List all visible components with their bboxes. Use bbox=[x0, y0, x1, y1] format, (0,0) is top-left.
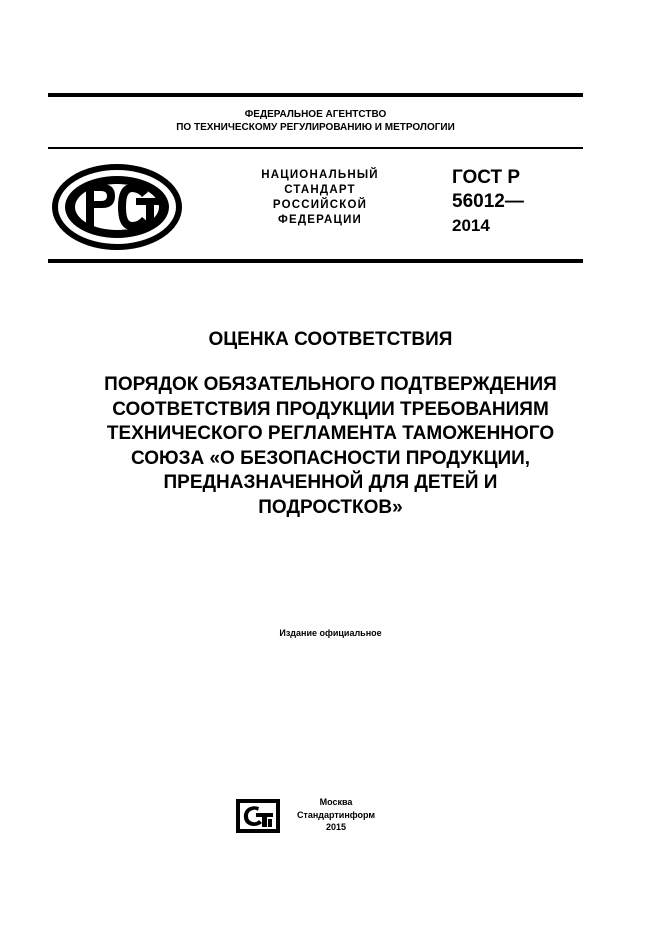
document-subtitle bbox=[40, 373, 621, 521]
standard-type-line: ФЕДЕРАЦИИ bbox=[277, 214, 363, 226]
publisher-year: 2015 bbox=[325, 822, 347, 832]
standartinform-logo-icon bbox=[235, 798, 281, 834]
subtitle-line: ТЕХНИЧЕСКОГО РЕГЛАМЕНТА ТАМОЖЕННОГО bbox=[106, 423, 555, 445]
subtitle-line: СОЮЗА «О БЕЗОПАСНОСТИ ПРОДУКЦИИ, bbox=[130, 447, 531, 469]
standard-number-code: 56012— bbox=[452, 191, 524, 212]
subtitle-line: ПОРЯДОК ОБЯЗАТЕЛЬНОГО ПОДТВЕРЖДЕНИЯ bbox=[104, 374, 557, 395]
publisher-name: Стандартинформ bbox=[296, 809, 376, 820]
middle-rule bbox=[48, 147, 583, 149]
standard-type-line: НАЦИОНАЛЬНЫЙ bbox=[261, 169, 379, 181]
standard-number-prefix: ГОСТ Р bbox=[452, 167, 521, 188]
subtitle-line: ПОДРОСТКОВ» bbox=[258, 496, 403, 518]
subtitle-line: СООТВЕТСТВИЯ ПРОДУКЦИИ ТРЕБОВАНИЯМ bbox=[112, 398, 549, 420]
publisher-info bbox=[286, 796, 386, 834]
agency-line: ПО ТЕХНИЧЕСКОМУ РЕГУЛИРОВАНИЮ И МЕТРОЛОГИИ bbox=[176, 122, 455, 133]
subtitle-line: ПРЕДНАЗНАЧЕННОЙ ДЛЯ ДЕТЕЙ И bbox=[163, 472, 498, 494]
publisher-city: Москва bbox=[319, 797, 353, 807]
document-title: ОЦЕНКА СООТВЕТСТВИЯ bbox=[208, 329, 453, 350]
edition-note: Издание официальное bbox=[279, 628, 382, 638]
standard-number bbox=[452, 166, 582, 238]
gost-r-logo-icon bbox=[52, 164, 182, 250]
agency-line: ФЕДЕРАЛЬНОЕ АГЕНТСТВО bbox=[244, 109, 387, 120]
agency-header bbox=[48, 108, 583, 134]
standard-type-line: СТАНДАРТ bbox=[284, 184, 356, 196]
top-rule bbox=[48, 93, 583, 97]
standard-type-line: РОССИЙСКОЙ bbox=[272, 199, 368, 211]
standard-type bbox=[250, 168, 390, 228]
bottom-rule bbox=[48, 259, 583, 263]
standard-number-year: 2014 bbox=[452, 216, 490, 235]
